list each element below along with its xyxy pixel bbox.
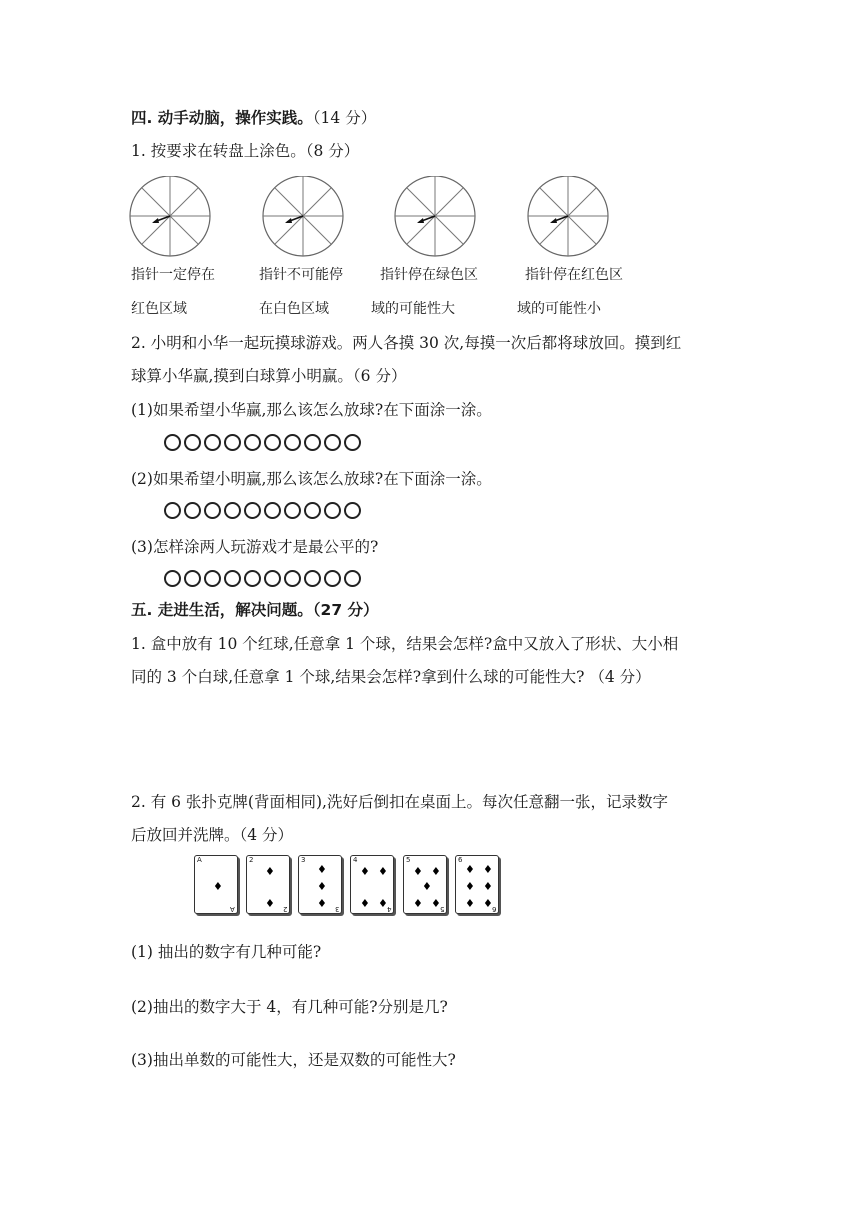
- diamond-pip-icon: ♦: [317, 863, 327, 876]
- playing-card: [246, 855, 290, 914]
- diamond-pip-icon: ♦: [317, 897, 327, 910]
- ball-circle: [204, 570, 221, 587]
- diamond-pip-icon: ♦: [465, 863, 475, 876]
- playing-card: [350, 855, 394, 914]
- diamond-pip-icon: ♦: [422, 880, 432, 893]
- ball-circle: [204, 434, 221, 451]
- diamond-pip-icon: ♦: [213, 880, 223, 893]
- card-rank: 3: [301, 856, 306, 864]
- ball-circle: [224, 434, 241, 451]
- question-5-2-line2: 后放回并洗牌。（4 分）: [131, 826, 294, 844]
- ball-circle: [164, 502, 181, 519]
- section4-score: （14 分）: [312, 109, 377, 127]
- spinner-1-caption-line2: 红色区域: [131, 301, 187, 317]
- ball-circle: [324, 502, 341, 519]
- card-rank: 4: [353, 856, 358, 864]
- spinner-row: [128, 176, 618, 262]
- playing-card: [194, 855, 238, 914]
- diamond-pip-icon: ♦: [265, 897, 275, 910]
- card-rank: 2: [282, 905, 287, 913]
- spinner-4: [528, 176, 608, 256]
- ball-circle: [224, 502, 241, 519]
- ball-circle: [304, 434, 321, 451]
- section5-heading: 五. 走进生活，解决问题。（27 分）: [131, 601, 379, 619]
- diamond-pip-icon: ♦: [265, 865, 275, 878]
- diamond-pip-icon: ♦: [431, 897, 441, 910]
- ball-row-2: [164, 502, 361, 519]
- diamond-pip-icon: ♦: [465, 897, 475, 910]
- ball-circle: [264, 434, 281, 451]
- question-4-2-sub3: (3)怎样涂两人玩游戏才是最公平的?: [131, 538, 379, 556]
- question-4-2-sub1: (1)如果希望小华赢,那么该怎么放球?在下面涂一涂。: [131, 401, 492, 419]
- diamond-pip-icon: ♦: [317, 880, 327, 893]
- card-rank: 5: [406, 856, 411, 864]
- diamond-pip-icon: ♦: [483, 863, 493, 876]
- ball-circle: [244, 570, 261, 587]
- diamond-pip-icon: ♦: [483, 880, 493, 893]
- question-5-2-sub3: (3)抽出单数的可能性大，还是双数的可能性大?: [131, 1051, 456, 1069]
- section4-heading: 四. 动手动脑，操作实践。: [131, 109, 313, 127]
- diamond-pip-icon: ♦: [360, 865, 370, 878]
- spinner-1-caption-line1: 指针一定停在: [131, 267, 215, 283]
- ball-circle: [184, 434, 201, 451]
- question-5-2-sub2: (2)抽出的数字大于 4，有几种可能?分别是几?: [131, 998, 448, 1016]
- ball-circle: [244, 434, 261, 451]
- question-5-2-line1: 2. 有 6 张扑克牌(背面相同),洗好后倒扣在桌面上。每次任意翻一张，记录数字: [131, 793, 668, 811]
- ball-circle: [224, 570, 241, 587]
- question-4-2-sub2: (2)如果希望小明赢,那么该怎么放球?在下面涂一涂。: [131, 470, 492, 488]
- spinner-3: [395, 176, 475, 256]
- spinner-2-caption-line1: 指针不可能停: [259, 267, 343, 283]
- diamond-pip-icon: ♦: [378, 865, 388, 878]
- spinner-4-caption-line2: 域的可能性小: [517, 301, 601, 317]
- question-4-2-line1: 2. 小明和小华一起玩摸球游戏。两人各摸 30 次,每摸一次后都将球放回。摸到红: [131, 334, 682, 352]
- diamond-pip-icon: ♦: [483, 897, 493, 910]
- question-5-1-line1: 1. 盒中放有 10 个红球,任意拿 1 个球，结果会怎样?盒中又放入了形状、大小相: [131, 635, 679, 653]
- ball-circle: [304, 502, 321, 519]
- card-rank: 5: [439, 905, 444, 913]
- diamond-pip-icon: ♦: [378, 897, 388, 910]
- ball-row-1: [164, 434, 361, 451]
- ball-circle: [324, 570, 341, 587]
- spinner-4-caption-line1: 指针停在红色区: [525, 267, 623, 283]
- ball-circle: [284, 502, 301, 519]
- diamond-pip-icon: ♦: [413, 865, 423, 878]
- ball-circle: [164, 434, 181, 451]
- ball-circle: [344, 570, 361, 587]
- spinner-2: [263, 176, 343, 256]
- spinner-3-caption-line2: 域的可能性大: [371, 301, 455, 317]
- card-rank: A: [197, 856, 202, 864]
- diamond-pip-icon: ♦: [413, 897, 423, 910]
- playing-card: [403, 855, 447, 914]
- spinner-2-caption-line2: 在白色区域: [259, 301, 329, 317]
- card-rank: 6: [491, 905, 496, 913]
- spinner-3-caption-line1: 指针停在绿色区: [380, 267, 478, 283]
- question-4-2-line2: 球算小华赢,摸到白球算小明赢。（6 分）: [131, 367, 407, 385]
- diamond-pip-icon: ♦: [465, 880, 475, 893]
- ball-row-3: [164, 570, 361, 587]
- ball-circle: [204, 502, 221, 519]
- ball-circle: [284, 570, 301, 587]
- card-rank: 3: [334, 905, 339, 913]
- ball-circle: [344, 434, 361, 451]
- playing-card: [455, 855, 499, 914]
- playing-card: [298, 855, 342, 914]
- section4-title: [131, 108, 376, 128]
- spinner-1: [130, 176, 210, 256]
- diamond-pip-icon: ♦: [360, 897, 370, 910]
- ball-circle: [324, 434, 341, 451]
- ball-circle: [284, 434, 301, 451]
- ball-circle: [264, 502, 281, 519]
- ball-circle: [244, 502, 261, 519]
- ball-circle: [344, 502, 361, 519]
- question-5-1-line2: 同的 3 个白球,任意拿 1 个球,结果会怎样?拿到什么球的可能性大? （4 分）: [131, 668, 651, 686]
- ball-circle: [304, 570, 321, 587]
- question-4-1: 1. 按要求在转盘上涂色。（8 分）: [131, 142, 360, 160]
- card-rank: A: [230, 905, 235, 913]
- ball-circle: [184, 502, 201, 519]
- ball-circle: [264, 570, 281, 587]
- ball-circle: [164, 570, 181, 587]
- question-5-2-sub1: (1) 抽出的数字有几种可能?: [131, 943, 322, 961]
- card-rank: 2: [249, 856, 254, 864]
- ball-circle: [184, 570, 201, 587]
- card-rank: 6: [458, 856, 463, 864]
- card-rank: 4: [386, 905, 391, 913]
- diamond-pip-icon: ♦: [431, 865, 441, 878]
